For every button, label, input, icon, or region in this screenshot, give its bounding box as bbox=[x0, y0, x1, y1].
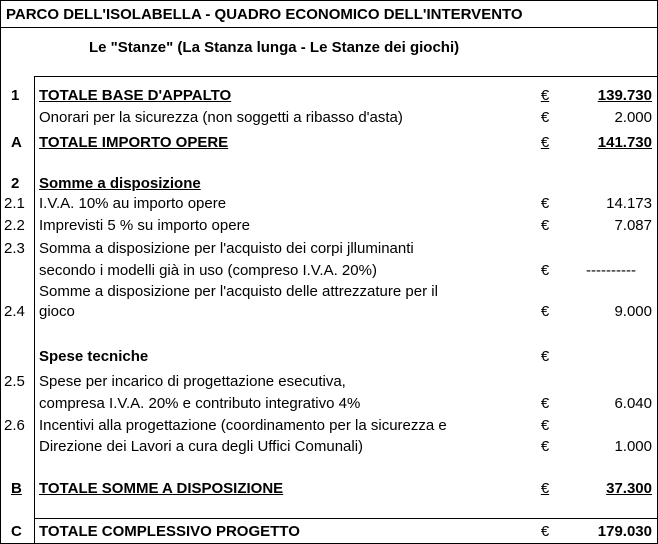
row-label: Onorari per la sicurezza (non soggetti a ribasso d'asta) bbox=[39, 109, 403, 126]
document-subtitle: Le "Stanze" (La Stanza lunga - Le Stanze dei giochi) bbox=[89, 39, 460, 56]
currency-symbol: € bbox=[540, 480, 550, 497]
currency-symbol: € bbox=[540, 87, 550, 104]
row-amount: 141.730 bbox=[597, 134, 652, 151]
row-code: 2.2 bbox=[4, 217, 25, 234]
currency-symbol: € bbox=[540, 438, 550, 455]
row-amount: ---------- bbox=[586, 262, 636, 279]
row-code: B bbox=[11, 480, 22, 497]
currency-symbol: € bbox=[540, 262, 550, 279]
row-label-line2: compresa I.V.A. 20% e contributo integrativo 4% bbox=[39, 395, 361, 412]
row-amount: 139.730 bbox=[597, 87, 652, 104]
row-amount: 14.173 bbox=[606, 195, 652, 212]
row-label: TOTALE COMPLESSIVO PROGETTO bbox=[39, 523, 300, 540]
row-code: C bbox=[11, 523, 22, 540]
row-label-line1: Somma a disposizione per l'acquisto dei corpi jlluminanti bbox=[39, 240, 414, 257]
row-amount: 9.000 bbox=[614, 303, 652, 320]
row-label-line1: Incentivi alla progettazione (coordinamento per la sicurezza e bbox=[39, 417, 447, 434]
row-code: 1 bbox=[11, 87, 20, 104]
currency-symbol: € bbox=[540, 109, 550, 126]
currency-symbol: € bbox=[540, 217, 550, 234]
row-code: 2 bbox=[11, 175, 20, 192]
currency-symbol: € bbox=[540, 195, 550, 212]
document-title: PARCO DELL'ISOLABELLA - QUADRO ECONOMICO DELL'INTERVENTO bbox=[6, 6, 523, 23]
row-amount: 2.000 bbox=[614, 109, 652, 126]
currency-symbol: € bbox=[540, 395, 550, 412]
row-code: 2.5 bbox=[4, 373, 25, 390]
code-column-divider bbox=[34, 76, 35, 544]
total-separator bbox=[34, 518, 658, 519]
table-top-border bbox=[34, 76, 658, 77]
currency-symbol: € bbox=[540, 417, 550, 434]
row-label: TOTALE BASE D'APPALTO bbox=[39, 87, 232, 104]
row-amount: 179.030 bbox=[597, 523, 652, 540]
currency-symbol: € bbox=[540, 303, 550, 320]
row-code: 2.1 bbox=[4, 195, 25, 212]
row-amount: 37.300 bbox=[606, 480, 652, 497]
title-divider bbox=[0, 27, 658, 28]
currency-symbol: € bbox=[540, 523, 550, 540]
row-label-line2: Direzione dei Lavori a cura degli Uffici Comunali) bbox=[39, 438, 364, 455]
row-label: Imprevisti 5 % su importo opere bbox=[39, 217, 250, 234]
currency-symbol: € bbox=[540, 134, 550, 151]
row-code: A bbox=[11, 134, 22, 151]
row-label-line2: secondo i modelli già in uso (compreso I.V.A. 20%) bbox=[39, 262, 377, 279]
row-amount: 7.087 bbox=[614, 217, 652, 234]
section-heading: Spese tecniche bbox=[39, 348, 149, 365]
row-label: TOTALE SOMME A DISPOSIZIONE bbox=[39, 480, 284, 497]
row-code: 2.3 bbox=[4, 240, 25, 257]
currency-symbol: € bbox=[540, 348, 550, 365]
row-code: 2.4 bbox=[4, 303, 25, 320]
section-heading: Somme a disposizione bbox=[39, 175, 201, 192]
row-label-line2: gioco bbox=[39, 303, 75, 320]
row-code: 2.6 bbox=[4, 417, 25, 434]
row-label: TOTALE IMPORTO OPERE bbox=[39, 134, 229, 151]
row-amount: 1.000 bbox=[614, 438, 652, 455]
row-label-line1: Somme a disposizione per l'acquisto delle attrezzature per il bbox=[39, 283, 438, 300]
row-label: I.V.A. 10% au importo opere bbox=[39, 195, 227, 212]
row-label-line1: Spese per incarico di progettazione esecutiva, bbox=[39, 373, 346, 390]
row-amount: 6.040 bbox=[614, 395, 652, 412]
